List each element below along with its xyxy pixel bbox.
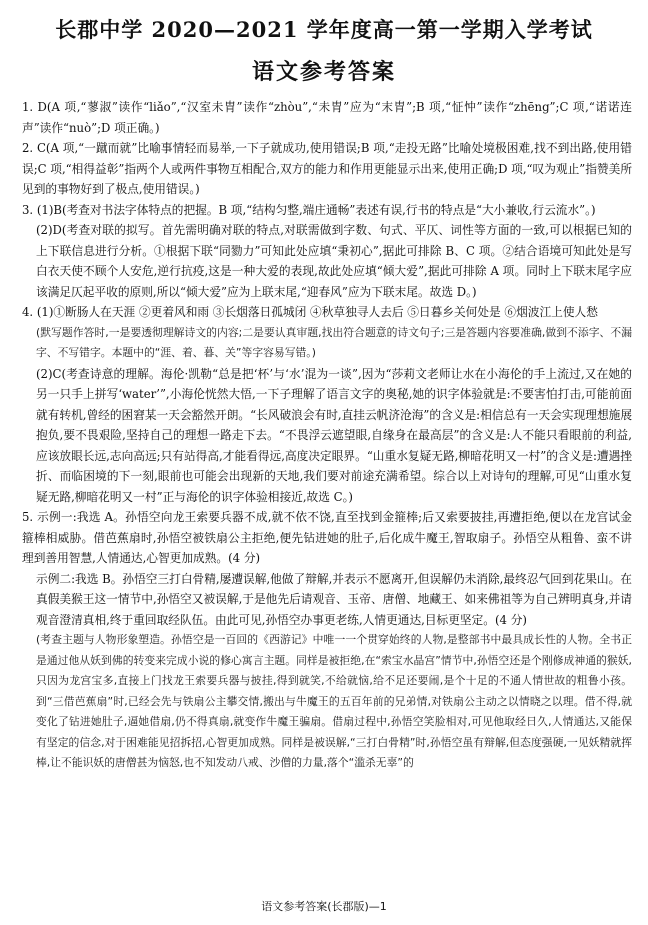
page-footer: 语文参考答案(长郡版)—1 (261, 900, 387, 913)
doc-title: 语文参考答案 (251, 59, 396, 85)
answer-body (22, 97, 632, 774)
answer-3-1: 3. (1)B(考查对书法字体特点的把握。B 项,“结构匀整,端庄通畅”表述有误,行书的特点是“大小兼收,行云流水”。) (22, 202, 596, 217)
exam-title: 长郡中学 2020—2021 学年度高一第一学期入学考试 (55, 17, 593, 42)
answer-4-1: 4. (1)①断肠人在天涯 ②更着风和雨 ③长烟落日孤城闭 ④秋草独寻人去后 ⑤日暮乡关何处是 ⑥烟波江上使人愁 (22, 305, 598, 319)
answer-1: 1. D(A 项,“蓼淑”读作“liǎo”,“汉室未胄”读作“zhòu”,“未胄”应为“末胄”;B 项,“怔忡”读作“zhēng”;C 项,“诺诺连声”读作“nuò”;D 项正确。) (22, 100, 632, 135)
answer-4-1-note: (默写题作答时,一是要透彻理解诗文的内容;二是要认真审题,找出符合题意的诗文句子;三是答题内容要准确,做到不添字、不漏字、不写错字。本题中的“涯、着、暮、关”等字容易写错。) (36, 325, 632, 359)
answer-2: 2. C(A 项,“一蹴而就”比喻事情轻而易举,一下子就成功,使用错误;B 项,“走投无路”比喻处境极困难,找不到出路,使用错误;C 项,“相得益彰”指两个人或两件事物互相配合,双方的能力和作用更能显示出来,使用正确;D 项,“叹为观止”指赞美所见到的事物好到了极点,使用错误。) (22, 141, 633, 196)
answer-4-2: (2)C(考查诗意的理解。海伦·凯勒“总是把‘杯’与‘水’混为一谈”,因为“莎莉文老师让水在小海伦的手上流过,又在她的另一只手上拼写‘water’”,小海伦恍然大悟,一下子理解了语言文字的奥秘,她的识字体验就是:不要害怕打击,可能前面就有转机,曾经的困窘某一天会豁然开朗。“长风破浪会有时,直挂云帆济沧海”的含义是:相信总有一天会实现理想施展抱负,要不畏艰险,坚持自己的理想一路走下去。“不畏浮云遮望眼,自缘身在最高层”的含义是:人不能只看眼前的利益,应该放眼长远,志向高远;只有站得高,才能看得远,高度决定眼界。“山重水复疑无路,柳暗花明又一村”的含义是:遭遇挫折、而临困境的下一刻,眼前也可能会出现新的天地,我们要对前途充满希望。综合以上对诗句的理解,可见“山重水复疑无路,柳暗花明又一村”正与海伦的识字体验相接近,故选 C。) (36, 366, 633, 504)
answer-5-example-2: 示例二:我选 B。孙悟空三打白骨精,屡遭误解,他做了辩解,并表示不愿离开,但误解仍未消除,最终忍气回到花果山。在真假美猴王这一情节中,孙悟空又被误解,于是他先后请观音、玉帝、唐僧、地藏王、如来佛祖等为自己辨明真身,并请观音澄清真相,终于重回取经队伍。由此可见,孙悟空办事更老练,人情更通达,目标更坚定。(4 分) (36, 571, 632, 627)
answer-5-example-1: 5. 示例一:我选 A。孙悟空向龙王索要兵器不成,就不依不饶,直至找到金箍棒;后又索要披挂,再遭拒绝,便以在龙宫试金箍棒相威胁。借芭蕉扇时,孙悟空被铁扇公主拒绝,便先钻进她的肚子,后化成牛魔王,智取扇子。孙悟空从粗鲁、蛮不讲理到善用智慧,人情通达,心智更加成熟。(4 分) (22, 510, 632, 565)
answer-5-note: (考查主题与人物形象塑造。孙悟空是一百回的《西游记》中唯一一个贯穿始终的人物,是整部书中最具成长性的人物。全书正是通过他从妖到佛的转变来完成小说的修心寓言主题。同样是被拒绝,在“索宝水晶宫”情节中,孙悟空还是个刚修成神通的猴妖,只因为龙宫宝多,直接上门找龙王索要兵器与披挂,得到就笑,不给就恼,给不足还要闹,是个十足的不通人情世故的粗鲁小孩。到“三借芭蕉扇”时,已经会先与铁扇公主攀交情,搬出与牛魔王的五百年前的兄弟情,对铁扇公主动之以情晓之以理。借不得,就变化了钻进她肚子,逼她借扇,仍不得真扇,就变作牛魔王骗扇。借扇过程中,孙悟空笑脸相对,可见他取经日久,人情通达,又能保有坚定的信念,对于困难能见招拆招,心智更加成熟。同样是被误解,“三打白骨精”时,孙悟空虽有辩解,但态度强硬,一见妖精就挥棒,让不能识妖的唐僧甚为恼怒,也不知发动八戒、沙僧的力量,落个“滥杀无辜”的 (36, 633, 632, 769)
answer-3-2: (2)D(考查对联的拟写。首先需明确对联的特点,对联需做到字数、句式、平仄、词性等方面的一致,可以根据已知的上下联信息进行分析。①根据下联“同勠力”可知此处应填“秉初心”,据此可排除 B、C 项。②结合语境可知此处是写白衣天使不顾个人安危,逆行抗疫,这是一种大爱的表现,故此处应填“倾大爱”,据此可排除 A 项。同时上下联末尾字应该满足仄起平收的原则,所以“倾大爱”应为上联末尾,“迎春风”应为下联末尾。故选 D。) (36, 223, 632, 299)
